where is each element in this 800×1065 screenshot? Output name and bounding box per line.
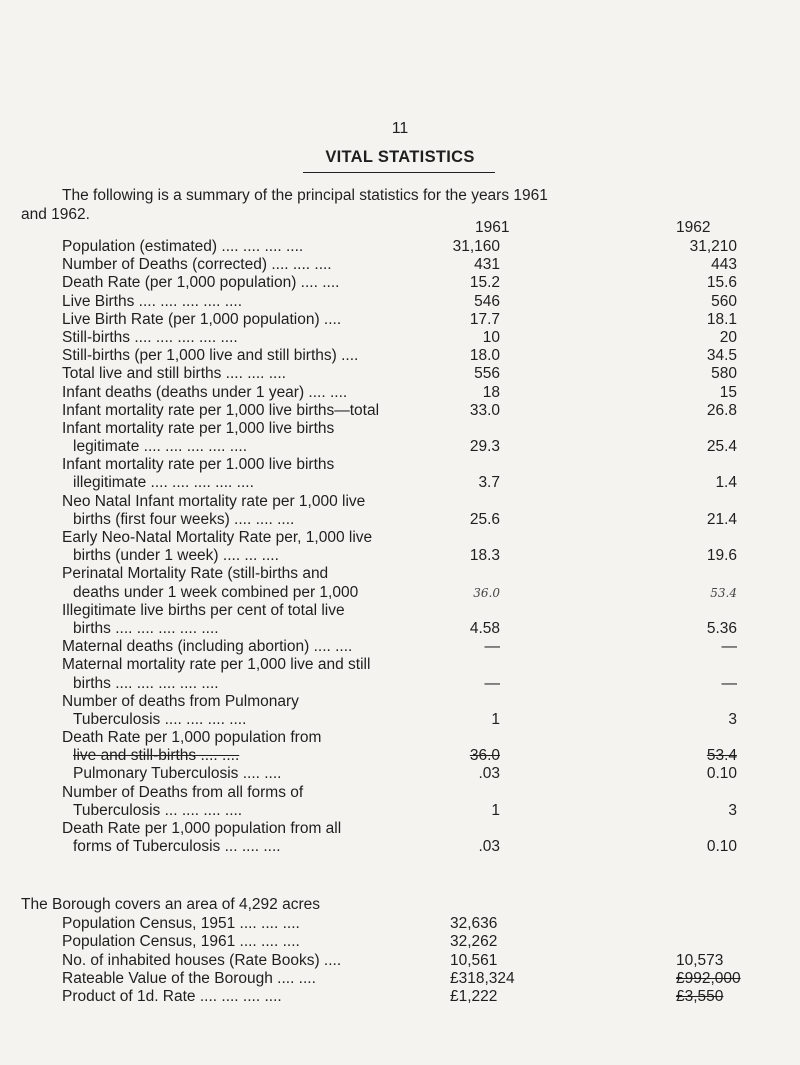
table-row [0, 274, 800, 292]
row-label: Maternal mortality rate per 1,000 live and still [62, 656, 371, 674]
value-1962: 3 [728, 710, 737, 728]
value-1962: 21.4 [706, 510, 737, 528]
borough-row [0, 970, 800, 988]
value-1961: 4.58 [469, 619, 500, 637]
table-row [0, 238, 800, 256]
borough-row [0, 952, 800, 970]
value-1961: 36.0 [473, 585, 500, 600]
table-row [0, 729, 800, 747]
table-row [0, 456, 800, 474]
value-1962: 15 [719, 383, 737, 401]
row-label: Total live and still births .... .... .... [62, 365, 286, 383]
row-label: Infant mortality rate per 1,000 live births—total [62, 401, 380, 419]
table-row [0, 711, 800, 729]
value-1962: 26.8 [706, 401, 737, 419]
table-row [0, 384, 800, 402]
value-1962: 53.4 [706, 747, 737, 765]
value-1961: 17.7 [469, 310, 500, 328]
table-row [0, 765, 800, 783]
row-label: Perinatal Mortality Rate (still-births and [62, 565, 329, 583]
borough-row [0, 915, 800, 933]
value-1962: 3 [728, 801, 737, 819]
table-row [0, 620, 800, 638]
table-row [0, 365, 800, 383]
value-1962: 443 [711, 256, 737, 274]
borough-heading: The Borough covers an area of 4,292 acres [21, 896, 320, 913]
value-1961: 31,160 [452, 238, 500, 255]
value-1961: 36.0 [469, 747, 500, 765]
value-1961: 15.2 [469, 274, 500, 292]
row-label: illegitimate .... .... .... .... .... [73, 474, 254, 492]
table-row [0, 656, 800, 674]
value-1962: 19.6 [706, 547, 737, 565]
row-label: Infant mortality rate per 1,000 live births [62, 419, 335, 437]
value-1962: 18.1 [706, 310, 737, 328]
value-1962: 31,210 [689, 238, 737, 255]
value-1962: 580 [711, 365, 737, 383]
row-label: Neo Natal Infant mortality rate per 1,000 live [62, 492, 366, 510]
table-row [0, 747, 800, 765]
value-1961: 3.7 [478, 474, 500, 492]
table-row [0, 311, 800, 329]
value-1962: 25.4 [706, 438, 737, 456]
table-row [0, 474, 800, 492]
value-1961: 546 [474, 292, 500, 310]
value-1961: 556 [474, 365, 500, 383]
value-1961: 10 [482, 328, 500, 346]
table-row [0, 402, 800, 420]
row-label: Number of deaths from Pulmonary [62, 692, 299, 710]
table-row [0, 347, 800, 365]
row-label: Maternal deaths (including abortion) .... .... [62, 638, 353, 656]
row-label: Number of Deaths (corrected) .... .... .... [62, 256, 332, 274]
borough-value: £1,222 [450, 988, 498, 1006]
value-1962: 53.4 [710, 585, 737, 600]
row-label: births (first four weeks) .... .... .... [73, 510, 295, 528]
row-label: Tuberculosis ... .... .... .... [73, 801, 243, 819]
row-label: Death Rate (per 1,000 population) .... .... [62, 274, 340, 292]
row-label: births (under 1 week) .... ... .... [73, 547, 279, 565]
borough-row [0, 988, 800, 1006]
table-row [0, 511, 800, 529]
borough-row-label: No. of inhabited houses (Rate Books) .... [62, 951, 342, 969]
value-1962: 560 [711, 292, 737, 310]
row-label: live and still-births .... .... [73, 747, 240, 765]
value-1961: .03 [478, 765, 500, 783]
table-row [0, 547, 800, 565]
row-label: Population (estimated) .... .... .... .... [62, 238, 304, 255]
table-row [0, 838, 800, 856]
value-1962: 5.36 [706, 619, 737, 637]
value-1962: — [721, 674, 737, 692]
borough-row-label: Product of 1d. Rate .... .... .... .... [62, 988, 282, 1006]
value-1961: 18.0 [469, 347, 500, 365]
table-row [0, 675, 800, 693]
intro-line-2: and 1962. [21, 206, 90, 223]
row-label: Tuberculosis .... .... .... .... [73, 710, 247, 728]
table-row [0, 565, 800, 583]
row-label: Pulmonary Tuberculosis .... .... [73, 765, 282, 783]
column-header-1961: 1961 [475, 219, 510, 236]
borough-value: 32,636 [450, 915, 498, 932]
table-row [0, 293, 800, 311]
row-label: Still-births (per 1,000 live and still births) .... [62, 347, 359, 365]
value-1962: — [721, 638, 737, 656]
borough-table [0, 915, 800, 1006]
page-title: VITAL STATISTICS [325, 148, 475, 166]
value-1962: 34.5 [706, 347, 737, 365]
table-row [0, 529, 800, 547]
borough-row-label: Population Census, 1961 .... .... .... [62, 933, 300, 951]
row-label: Illegitimate live births per cent of total live [62, 601, 345, 619]
intro-line-1: The following is a summary of the principal statistics for the years 1961 [62, 187, 548, 204]
row-label: Live Births .... .... .... .... .... [62, 292, 243, 310]
row-label: births .... .... .... .... .... [73, 674, 219, 692]
title-underline [303, 172, 495, 173]
borough-row [0, 933, 800, 951]
borough-row-label: Rateable Value of the Borough .... .... [62, 969, 316, 987]
borough-value-1962: £992,000 [676, 969, 741, 987]
row-label: births .... .... .... .... .... [73, 619, 219, 637]
page-number: 11 [391, 120, 409, 137]
row-label: deaths under 1 week combined per 1,000 [73, 583, 359, 601]
table-row [0, 820, 800, 838]
row-label: forms of Tuberculosis ... .... .... [73, 838, 281, 856]
row-label: Infant deaths (deaths under 1 year) .... .... [62, 383, 348, 401]
row-label: Death Rate per 1,000 population from all [62, 820, 342, 837]
borough-row-label: Population Census, 1951 .... .... .... [62, 915, 300, 932]
table-row [0, 438, 800, 456]
statistics-table [0, 238, 800, 856]
value-1961: — [484, 674, 500, 692]
value-1961: 18 [482, 383, 500, 401]
table-row [0, 256, 800, 274]
table-row [0, 584, 800, 602]
value-1961: 33.0 [469, 401, 500, 419]
borough-value: 32,262 [450, 933, 498, 951]
value-1961: 18.3 [469, 547, 500, 565]
value-1962: 15.6 [706, 274, 737, 292]
table-row [0, 420, 800, 438]
table-row [0, 784, 800, 802]
table-row [0, 693, 800, 711]
value-1961: 431 [474, 256, 500, 274]
row-label: Number of Deaths from all forms of [62, 783, 304, 801]
row-label: Early Neo-Natal Mortality Rate per, 1,000 live [62, 529, 373, 546]
borough-value: £318,324 [450, 969, 515, 987]
value-1962: 0.10 [706, 765, 737, 783]
table-row [0, 329, 800, 347]
value-1961: 1 [491, 801, 500, 819]
borough-value: 10,561 [450, 951, 498, 969]
value-1961: 1 [491, 710, 500, 728]
row-label: Infant mortality rate per 1.000 live births [62, 456, 335, 474]
row-label: Still-births .... .... .... .... .... [62, 328, 238, 346]
row-label: Live Birth Rate (per 1,000 population) .... [62, 310, 342, 328]
value-1962: 0.10 [706, 838, 737, 856]
value-1961: .03 [478, 838, 500, 856]
table-row [0, 602, 800, 620]
row-label: Death Rate per 1,000 population from [62, 729, 322, 747]
table-row [0, 802, 800, 820]
borough-value-1962: £3,550 [676, 988, 724, 1006]
column-header-1962: 1962 [676, 219, 711, 236]
borough-value-1962: 10,573 [676, 951, 724, 969]
value-1961: 29.3 [469, 438, 500, 456]
table-row [0, 638, 800, 656]
value-1962: 1.4 [715, 474, 737, 492]
value-1961: 25.6 [469, 510, 500, 528]
row-label: legitimate .... .... .... .... .... [73, 438, 247, 456]
value-1962: 20 [719, 328, 737, 346]
table-row [0, 493, 800, 511]
value-1961: — [484, 638, 500, 656]
